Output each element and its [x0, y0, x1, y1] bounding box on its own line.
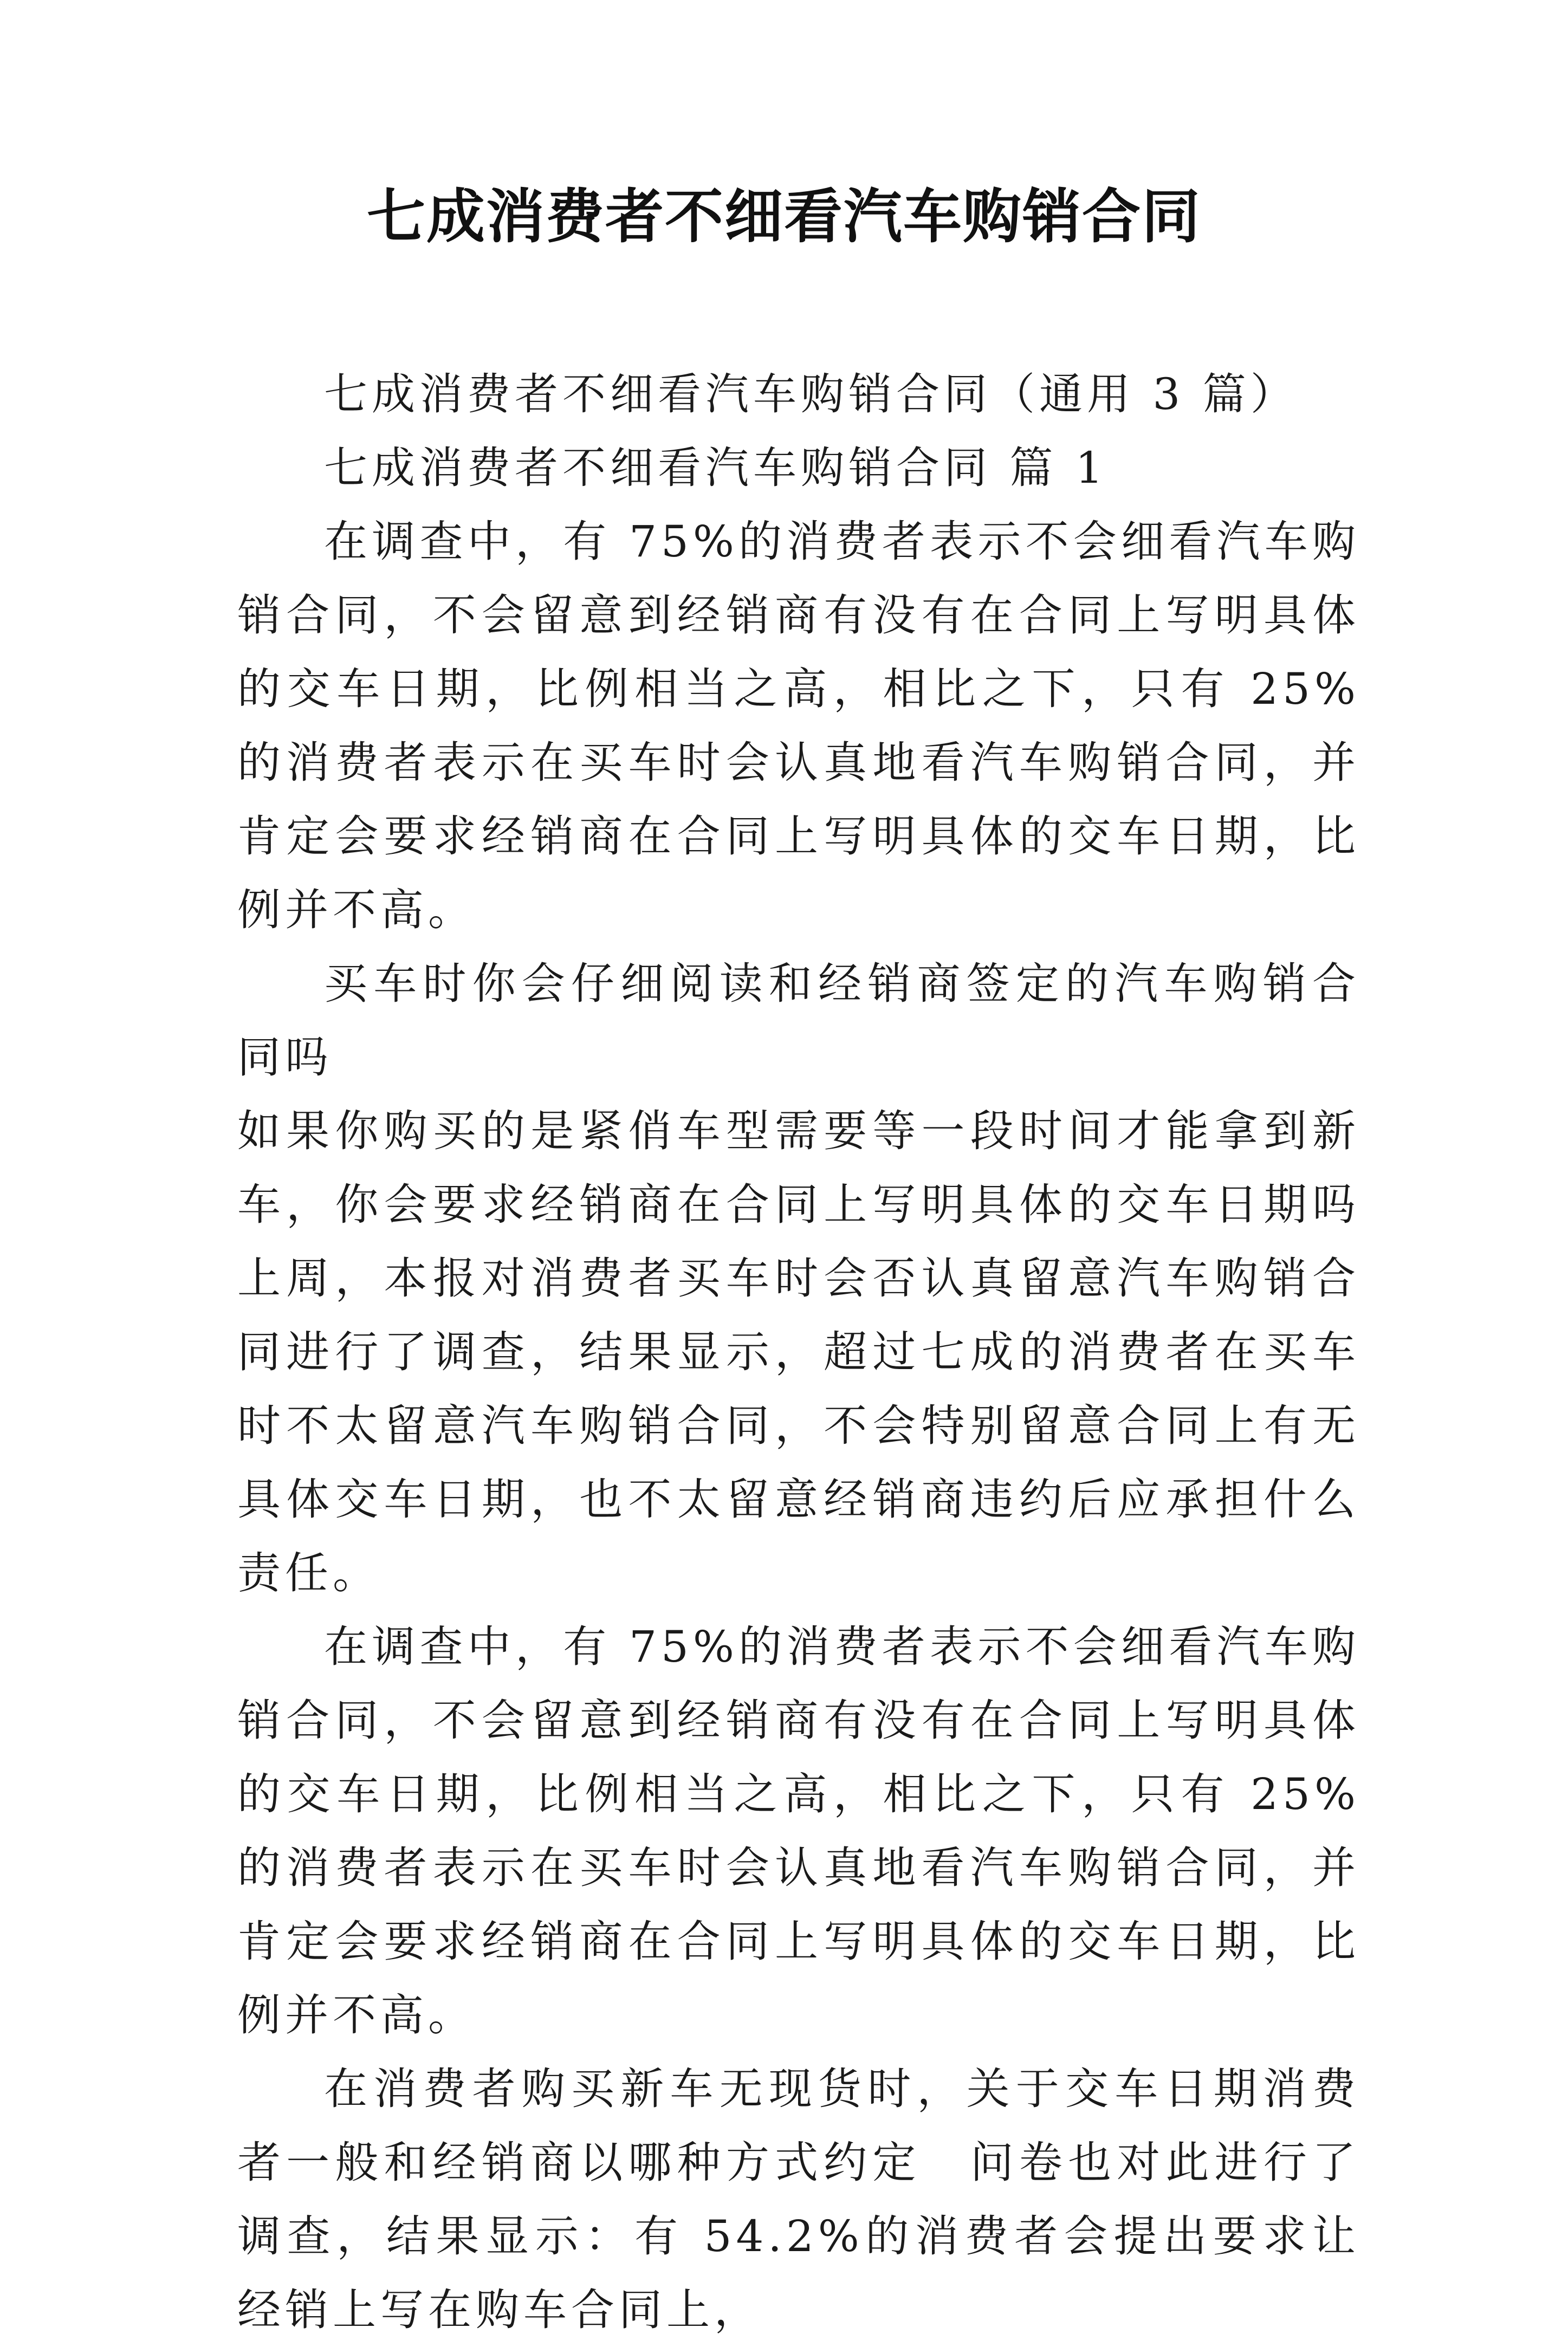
paragraph: 在调查中，有 75%的消费者表示不会细看汽车购销合同，不会留意到经销商有没有在合同上写明具体的交车日期，比例相当之高，相比之下，只有 25%的消费者表示在买车时会认真地看汽车购销合同，并肯定会要求经销商在合同上写明具体的交车日期，比例并不高。	[237, 1622, 1360, 2040]
paragraph-section-heading: 七成消费者不细看汽车购销合同 篇 1	[324, 443, 1107, 493]
paragraph: 在消费者购买新车无现货时，关于交车日期消费者一般和经销商以哪种方式约定 问卷也对此进行了调查，结果显示：有 54.2%的消费者会提出要求让经销上写在购车合同上，	[237, 2064, 1360, 2335]
document-title: 七成消费者不细看汽车购销合同	[366, 183, 1201, 251]
paragraph: 如果你购买的是紧俏车型需要等一段时间才能拿到新车，你会要求经销商在合同上写明具体的交车日期吗 上周，本报对消费者买车时会否认真留意汽车购销合同进行了调查，结果显示，超过七成的消费者在买车时不太留意汽车购销合同，不会特别留意合同上有无具体交车日期，也不太留意经销商违约后应承担什么责任。	[237, 1106, 1408, 1598]
paragraph: 买车时你会仔细阅读和经销商签定的汽车购销合同吗	[237, 958, 1360, 1082]
document-body	[237, 358, 1408, 2347]
paragraph-subtitle: 七成消费者不细看汽车购销合同（通用 3 篇）	[324, 369, 1298, 419]
paragraph: 在调查中，有 75%的消费者表示不会细看汽车购销合同，不会留意到经销商有没有在合同上写明具体的交车日期，比例相当之高，相比之下，只有 25%的消费者表示在买车时会认真地看汽车购销合同，并肯定会要求经销商在合同上写明具体的交车日期，比例并不高。	[237, 516, 1360, 935]
